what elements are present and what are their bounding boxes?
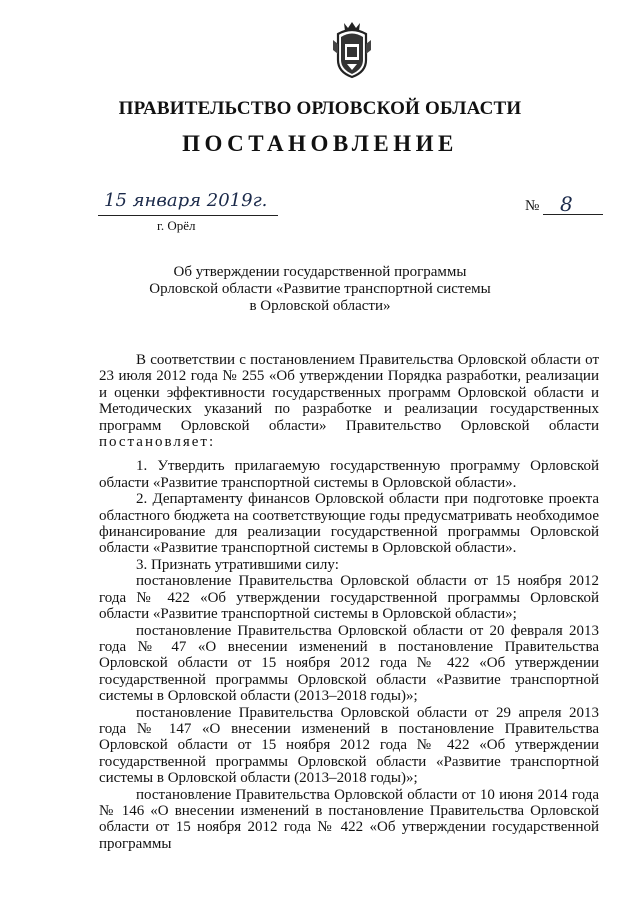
coat-of-arms-icon xyxy=(329,20,375,80)
document-type: ПОСТАНОВЛЕНИЕ xyxy=(182,131,458,156)
handwritten-date: 15 января 2019г. xyxy=(104,190,268,211)
handwritten-number: 8 xyxy=(560,192,573,216)
preamble-text: В соответствии с постановлением Правительства Орловской области от 23 июля 2012 года № 255 «Об утверждении Порядка разработки, реализации и оценки эффективности государственных программ Орловской области и Методических указаний по разработке и реализации государственных программ Орловской области» Правительство Орловской области xyxy=(99,352,599,434)
subject-line: в Орловской области» xyxy=(249,298,391,314)
number-label: № xyxy=(525,198,540,214)
number-underline xyxy=(543,194,603,215)
preamble-paragraph xyxy=(99,352,599,450)
repealed-act-1: постановление Правительства Орловской области от 15 ноября 2012 года № 422 «Об утверждении государственной программы Орловской области «Развитие транспортной системы в Орловской области»; xyxy=(99,573,599,623)
decree-item-1: 1. Утвердить прилагаемую государственную программу Орловской области «Развитие транспортной системы в Орловской области». xyxy=(99,458,599,491)
document-subject xyxy=(0,264,640,315)
decree-item-2: 2. Департаменту финансов Орловской области при подготовке проекта областного бюджета на соответствующие годы предусматривать необходимое финансирование для реализации государственной программы Орловской области «Развитие транспортной системы в Орловской области». xyxy=(99,491,599,557)
subject-line: Орловской области «Развитие транспортной системы xyxy=(149,281,491,297)
repealed-act-2: постановление Правительства Орловской области от 20 февраля 2013 года № 47 «О внесении изменений в постановление Правительства Орловской области от 15 ноября 2012 года № 422 «Об утверждении государственной программы Орловской области «Развитие транспортной системы в Орловской области (2013–2018 годы)»; xyxy=(99,622,599,705)
city-label: г. Орёл xyxy=(157,218,196,233)
repealed-act-4: постановление Правительства Орловской области от 10 июня 2014 года № 146 «О внесении изменений в постановление Правительства Орловской области от 15 ноября 2012 года № 422 «Об утверждении государственной программы xyxy=(99,786,599,852)
decree-word: постановляет: xyxy=(99,434,216,451)
repealed-act-3: постановление Правительства Орловской области от 29 апреля 2013 года № 147 «О внесении изменений в постановление Правительства Орловской области от 15 ноября 2012 года № 422 «Об утверждении государственной программы Орловской области «Развитие транспортной системы в Орловской области (2013–2018 годы)»; xyxy=(99,704,599,787)
decree-item-3: 3. Признать утратившими силу: xyxy=(136,556,339,573)
document-body xyxy=(99,352,599,852)
subject-line: Об утверждении государственной программы xyxy=(173,264,467,280)
organization-name: ПРАВИТЕЛЬСТВО ОРЛОВСКОЙ ОБЛАСТИ xyxy=(118,98,522,119)
